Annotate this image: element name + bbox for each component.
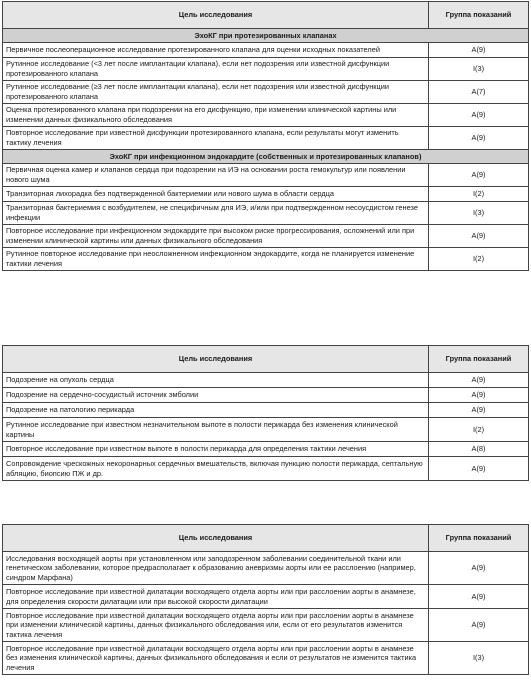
- goal-cell: Повторное исследование при известной дисфункции протезированного клапана, если результаты могут изменить тактику лечения: [3, 127, 429, 150]
- group-cell: A(9): [429, 127, 529, 150]
- goal-cell: Рутинное исследование при известном незначительном выпоте в полости перикарда без изменения клинической картины: [3, 418, 429, 442]
- group-cell: A(9): [429, 104, 529, 127]
- table-row: [3, 127, 529, 150]
- table-row: [3, 58, 529, 81]
- group-cell: A(9): [429, 609, 529, 642]
- section-title: ЭхоКГ при инфекционном эндокардите (собственных и протезированных клапанов): [3, 150, 529, 164]
- group-cell: A(9): [429, 388, 529, 403]
- group-cell: I(2): [429, 187, 529, 202]
- table-row: [3, 403, 529, 418]
- table-row: [3, 104, 529, 127]
- section-row: [3, 29, 529, 43]
- section-row: [3, 150, 529, 164]
- table-row: [3, 187, 529, 202]
- table-row: [3, 388, 529, 403]
- goal-cell: Рутинное повторное исследование при неосложненном инфекционном эндокардите, когда не планируется изменение тактики лечения: [3, 248, 429, 271]
- table-row: [3, 225, 529, 248]
- group-cell: A(9): [429, 403, 529, 418]
- group-cell: I(3): [429, 642, 529, 675]
- table-row: [3, 457, 529, 481]
- goal-cell: Повторное исследование при известной дилатации восходящего отдела аорты или при расслоении аорты в анамнезе, для определения скорости дилатации или при высокой скорости дилатации: [3, 585, 429, 609]
- goal-cell: Исследования восходящей аорты при установленном или заподозренном заболевании соединительной ткани или генетическом заболевании, которое предрасполагает к образованию аневризмы аорты или ее расслоению (например, синдром Марфана): [3, 552, 429, 585]
- table-header-row: [3, 2, 529, 29]
- group-cell: A(7): [429, 81, 529, 104]
- goal-cell: Подозрение на опухоль сердца: [3, 373, 429, 388]
- goal-cell: Транзиторная бактериемия с возбудителем, не специфичным для ИЭ, и/или при подтвержденном несоусдистом генезе инфекции: [3, 202, 429, 225]
- group-cell: A(9): [429, 585, 529, 609]
- table-row: [3, 442, 529, 457]
- table-prosthetic-endocarditis: [2, 1, 529, 271]
- group-cell: A(9): [429, 457, 529, 481]
- header-goal: Цель исследования: [3, 2, 429, 29]
- table-row: [3, 248, 529, 271]
- header-group: Группа показаний: [429, 2, 529, 29]
- table-tumor-pericardium: [2, 345, 529, 481]
- table-row: [3, 552, 529, 585]
- goal-cell: Повторное исследование при известной дилатации восходящего отдела аорты или при расслоении аорты в анамнезе при изменении клинической картины, данных физикального обследования или, если от его результатов изменится тактика лечения: [3, 609, 429, 642]
- table-row: [3, 373, 529, 388]
- goal-cell: Первичная оценка камер и клапанов сердца при подозрении на ИЭ на основании роста гемокультур или появлении нового шума: [3, 164, 429, 187]
- group-cell: I(3): [429, 202, 529, 225]
- header-goal: Цель исследования: [3, 346, 429, 373]
- table-header-row: [3, 346, 529, 373]
- table-header-row: [3, 525, 529, 552]
- group-cell: A(9): [429, 552, 529, 585]
- group-cell: A(9): [429, 225, 529, 248]
- goal-cell: Повторное исследование при известном выпоте в полости перикарда для определения тактики лечения: [3, 442, 429, 457]
- group-cell: I(3): [429, 58, 529, 81]
- table-aorta: [2, 524, 529, 675]
- table-row: [3, 418, 529, 442]
- group-cell: I(2): [429, 248, 529, 271]
- goal-cell: Транзиторная лихорадка без подтвержденной бактериемии или нового шума в области сердца: [3, 187, 429, 202]
- section-title: ЭхоКГ при протезированных клапанах: [3, 29, 529, 43]
- table-row: [3, 43, 529, 58]
- goal-cell: Повторное исследование при инфекционном эндокардите при высоком риске прогрессирования, осложнений или при изменении клинической картины или данных физикального обследования: [3, 225, 429, 248]
- goal-cell: Повторное исследование при известной дилатации восходящего отдела аорты или при расслоении аорты в анамнезе без изменения клинической картины, данных физикального обследования и если от результатов не изменится тактика лечения: [3, 642, 429, 675]
- goal-cell: Подозрение на сердечно-сосудистый источник эмболии: [3, 388, 429, 403]
- goal-cell: Первичное послеоперационное исследование протезированного клапана для оценки исходных показателей: [3, 43, 429, 58]
- goal-cell: Рутинное исследование (<3 лет после имплантации клапана), если нет подозрения или известной дисфункции протезированного клапана: [3, 58, 429, 81]
- group-cell: A(9): [429, 43, 529, 58]
- header-goal: Цель исследования: [3, 525, 429, 552]
- group-cell: A(9): [429, 373, 529, 388]
- header-group: Группа показаний: [429, 525, 529, 552]
- table-row: [3, 164, 529, 187]
- table-row: [3, 202, 529, 225]
- goal-cell: Подозрение на патологию перикарда: [3, 403, 429, 418]
- table-row: [3, 642, 529, 675]
- table-row: [3, 585, 529, 609]
- goal-cell: Сопровождение чрескожных некоронарных сердечных вмешательств, включая пункцию полости перикарда, септальную абляцию, биопсию ПЖ и др.: [3, 457, 429, 481]
- table-row: [3, 609, 529, 642]
- header-group: Группа показаний: [429, 346, 529, 373]
- goal-cell: Рутинное исследование (≥3 лет после имплантации клапана), если нет подозрения или известной дисфункции протезированного клапана: [3, 81, 429, 104]
- table-row: [3, 81, 529, 104]
- group-cell: I(2): [429, 418, 529, 442]
- group-cell: A(8): [429, 442, 529, 457]
- goal-cell: Оценка протезированного клапана при подозрении на его дисфункцию, при изменении клинической картины или изменении данных физикального обследования: [3, 104, 429, 127]
- group-cell: A(9): [429, 164, 529, 187]
